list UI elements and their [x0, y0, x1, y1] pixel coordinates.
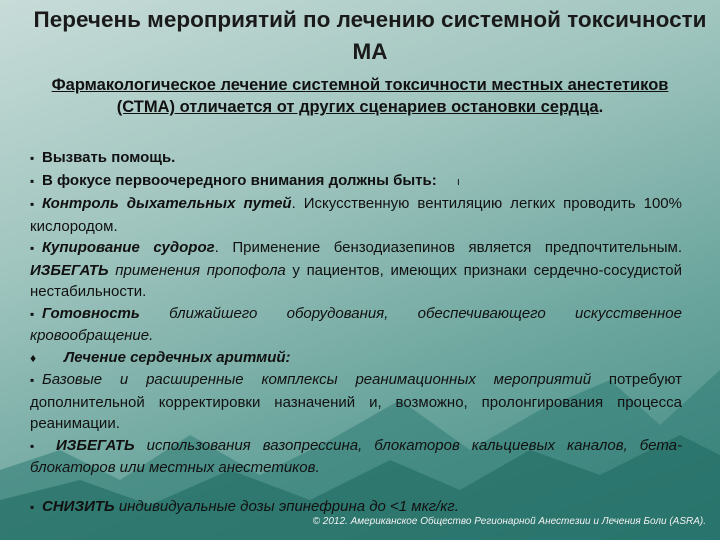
diamond-bullet-icon: ♦ [30, 350, 37, 365]
bullet-icon: ▪ [30, 151, 35, 165]
list-item: ▪ Контроль дыхательных путей. Искусственную вентиляцию легких проводить 100% кислородом. [30, 195, 682, 235]
list-item: ▪ ИЗБЕГАТЬ использования вазопрессина, блокаторов кальциевых каналов, бета-блокаторов или местных анестетиков. [30, 436, 682, 476]
bullet-icon: ▪ [30, 373, 35, 387]
list-item: ▪ Купирование судорог. Применение бензодиазепинов является предпочтительным. ИЗБЕГАТЬ применения пропофола у пациентов, имеющих признаки сердечно-сосудистой нестабильности. [30, 239, 683, 300]
list-item: ♦ Лечение сердечных аритмий: [30, 347, 682, 370]
bullet-icon: ▪ [30, 241, 35, 255]
subtitle-end: . [598, 98, 604, 116]
bullet-icon: ▪ [30, 306, 35, 321]
slide-body [30, 147, 682, 518]
list-item: ▪ В фокусе первоочередного внимания должны быть: ı [30, 170, 682, 194]
bullet-icon: ▪ [30, 197, 35, 211]
list-item: ▪ СНИЗИТЬ индивидуальные дозы эпинефрина до <1 мкг/кг. [30, 496, 682, 519]
list-item: ▪ Базовые и расширенные комплексы реанимационных мероприятий потребуют дополнительной корректировки назначений и, возможно, пролонгирования процесса реанимации. [30, 371, 682, 432]
slide-title: Перечень мероприятий по лечению системной токсичности МА [33, 7, 707, 64]
list-item: ▪ Готовность ближайшего оборудования, обеспечивающего искусственное кровообращение. [30, 304, 682, 344]
stray-mark: ı [456, 175, 460, 188]
slide-subtitle [30, 74, 690, 118]
bullet-icon: ▪ [30, 173, 35, 188]
subtitle-underlined: Фармакологическое лечение системной токсичности местных анестетиков (СТМА) отличается от других сценариев остановки сердца [51, 76, 669, 116]
bullet-icon: ▪ [30, 438, 35, 453]
list-item: ▪ Вызвать помощь. [30, 147, 682, 170]
bullet-icon: ▪ [30, 499, 35, 514]
copyright-footer: © 2012. Американское Общество Регионарной Анестезии и Лечения Боли (ASRA). [312, 516, 706, 527]
